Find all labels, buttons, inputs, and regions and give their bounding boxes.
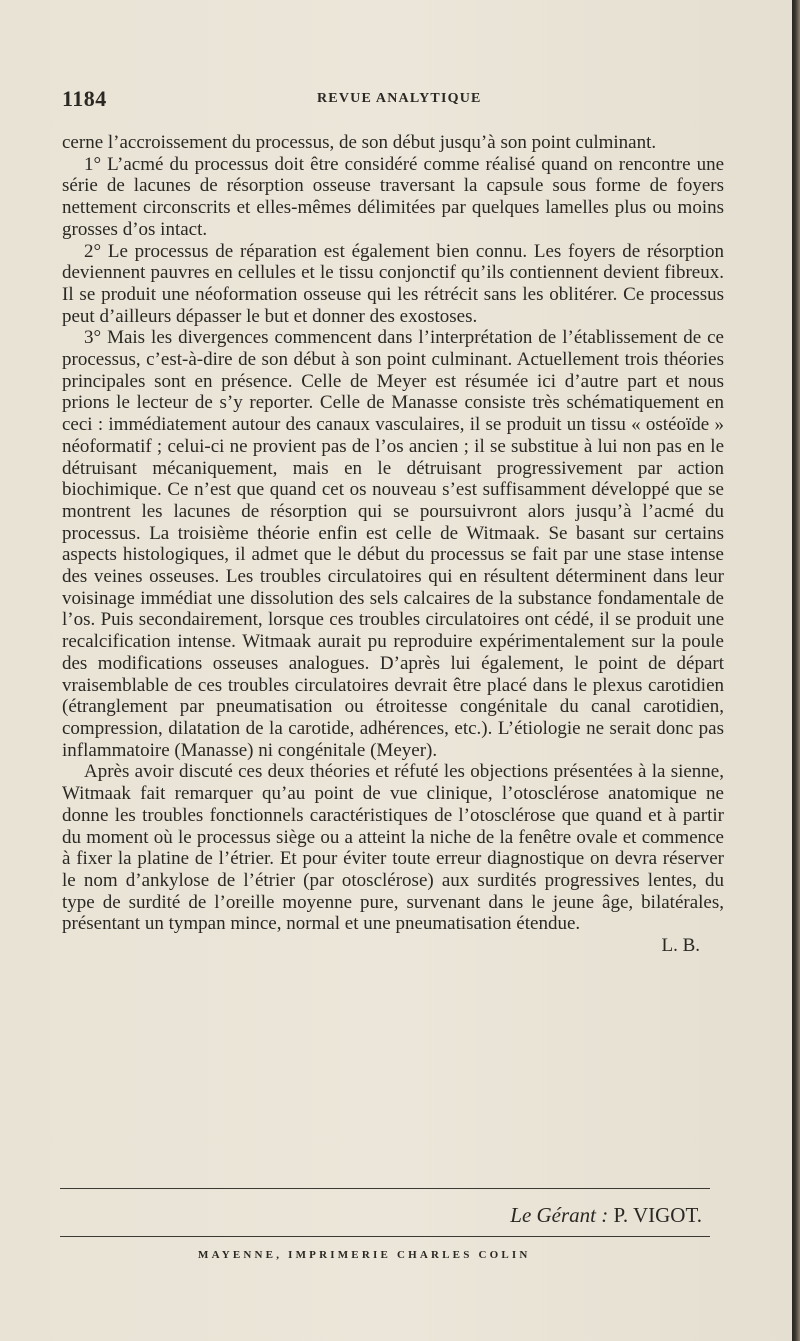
page-edge-shadow: [792, 0, 800, 1341]
page-number: 1184: [62, 86, 107, 111]
author-signature: L. B.: [661, 935, 700, 957]
paragraph-1-acme: 1° L’acmé du processus doit être considéré comme réalisé quand on rencontre une série de lacunes de résorption osseuse traversant la capsule sous forme de foyers nettement circonscrits et elles-mêmes délimitées par quelques lamelles plus ou moins grosses d’os intact.: [62, 153, 724, 240]
gerant-label: Le Gérant :: [510, 1203, 609, 1227]
printer-imprint: MAYENNE, IMPRIMERIE CHARLES COLIN: [198, 1249, 531, 1261]
paragraph-2-reparation: 2° Le processus de réparation est également bien connu. Les foyers de résorption deviennent pauvres en cellules et le tissu conjonctif qu’ils contiennent devient fibreux. Il se produit une néoformation osseuse qui les rétrécit sans les oblitérer. Ce processus peut d’ailleurs dépasser le but et donner des exostoses.: [62, 240, 724, 327]
running-head: REVUE ANALYTIQUE: [317, 91, 482, 106]
footer-rule-bottom: [60, 1236, 710, 1237]
footer-rule-top: [60, 1188, 710, 1189]
paragraph-continuation: cerne l’accroissement du processus, de son début jusqu’à son point culminant.: [62, 132, 657, 153]
paragraph-witmaak-conclusion: Après avoir discuté ces deux théories et réfuté les objections présentées à la sienne, Witmaak fait remarquer qu’au point de vue clinique, l’otosclérose anatomique ne donne les troubles fonctionnels caractéristiques de l’otosclérose que quand et à partir du moment où le processus siège ou a atteint la niche de la fenêtre ovale et commence à fixer la platine de l’étrier. Et pour éviter toute erreur diagnostique on devra réserver le nom d’ankylose de l’étrier (par otosclérose) aux surdités progressives lentes, du type de surdité de l’oreille moyenne pure, survenant dans le jeune âge, bilatérales, présentant un tympan mince, normal et une pneumatisation étendue.: [62, 761, 724, 935]
article-body: [62, 132, 724, 957]
page-header: [62, 86, 728, 116]
gerant-name: P. VIGOT.: [613, 1203, 702, 1227]
gerant-line: [60, 1203, 702, 1228]
paragraph-3-theories: 3° Mais les divergences commencent dans l’interprétation de l’établissement de ce processus, c’est-à-dire de son début à son point culminant. Actuellement trois théories principales sont en présence. Celle de Meyer est résumée ici d’autre part et nous prions le lecteur de s’y reporter. Celle de Manasse consiste très schématiquement en ceci : immédiatement autour des canaux vasculaires, il se produit un tissu « ostéoïde » néoformatif ; celui-ci ne provient pas de l’os ancien ; il se substitue à lui non pas en le détruisant mécaniquement, mais en le détruisant progressivement par action biochimique. Ce n’est que quand cet os nouveau s’est suffisamment développé que se montrent les lacunes de résorption qui se poursuivront alors jusqu’à l’acmé du processus. La troisième théorie enfin est celle de Witmaak. Se basant sur certains aspects histologiques, il admet que le début du processus se fait par une stase intense des veines osseuses. Les troubles circulatoires qui en résultent déterminent dans leur voisinage immédiat une dissolution des sels calcaires de la substance fondamentale de l’os. Puis secondairement, lorsque ces troubles circulatoires ont cédé, il se produit une recalcification intense. Witmaak aurait pu reproduire expérimentalement sur la poule des modifications osseuses analogues. D’après lui également, le point de départ vraisemblable de ces troubles circulatoires devrait être placé dans le plexus carotidien (étranglement par pneumatisation ou étroitesse congénitale du canal carotidien, compression, dilatation de la carotide, adhérences, etc.). L’étiologie ne serait donc pas inflammatoire (Manasse) ni congénitale (Meyer).: [62, 327, 724, 761]
